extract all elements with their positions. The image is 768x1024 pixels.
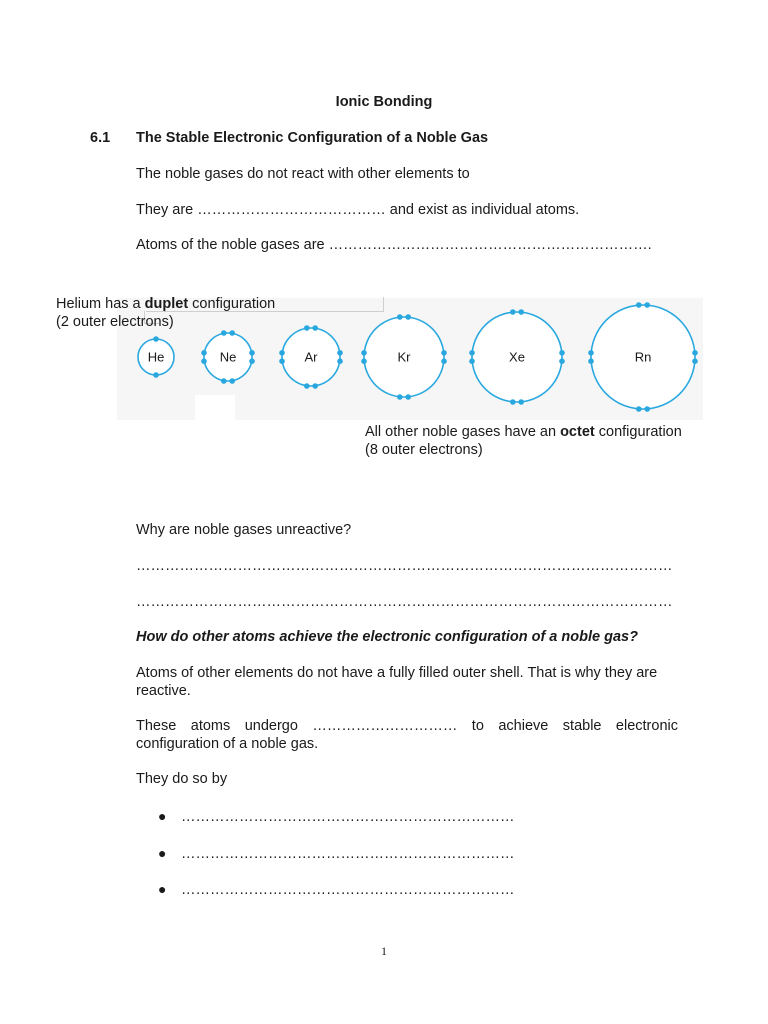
helium-note-line-1 (56, 295, 275, 313)
electron-dot (304, 383, 310, 389)
page-title: Ionic Bonding (335, 94, 433, 110)
electron-dot (518, 309, 524, 315)
bullet-icon: ● (158, 808, 167, 824)
electron-dot (588, 358, 594, 364)
intro-line-2-start: They are (136, 202, 198, 218)
atom-symbol: Ne (219, 349, 237, 365)
electron-dot (644, 302, 650, 308)
electron-dot (510, 309, 516, 315)
atom-xe (469, 309, 565, 405)
electron-dot (469, 358, 475, 364)
electron-dot (312, 325, 318, 331)
electron-dot (249, 350, 255, 356)
electron-dot (249, 358, 255, 364)
atom-symbol: Rn (634, 349, 652, 365)
atom-he (138, 336, 174, 378)
electron-dot (397, 394, 403, 400)
octet-note-line-1 (365, 423, 682, 441)
electron-dot (469, 350, 475, 356)
octet-note-post: configuration (594, 424, 682, 440)
intro-line-3-start: Atoms of the noble gases are (136, 237, 329, 253)
helium-note-pre: Helium has a (56, 296, 145, 312)
electron-dot (279, 358, 285, 364)
electron-dot (441, 350, 447, 356)
electron-dot (337, 350, 343, 356)
bullet-icon: ● (158, 845, 167, 861)
electron-dot (636, 302, 642, 308)
octet-note-line-2: (8 outer electrons) (365, 442, 483, 458)
helium-note-line-2: (2 outer electrons) (56, 314, 174, 330)
atom-symbol: Xe (509, 349, 525, 365)
fill-blank-dots: …………………………………………………………. (328, 237, 652, 253)
answer-line-1: ………………………………………………………………………………………………… (136, 558, 673, 574)
they-do-so-by: They do so by (136, 771, 228, 787)
helium-note-post: configuration (188, 296, 276, 312)
intro-line-2-end: and exist as individual atoms. (385, 202, 580, 218)
atom-rn (588, 302, 698, 412)
octet-note-bold: octet (560, 424, 595, 440)
electron-dot (636, 406, 642, 412)
electron-dot (588, 350, 594, 356)
electron-dot (518, 399, 524, 405)
octet-note (365, 423, 682, 459)
atom-symbol: Ar (304, 349, 318, 365)
question-2: How do other atoms achieve the electronic configuration of a noble gas? (136, 629, 638, 645)
bullet-item-2: …………………………………………………………… (181, 846, 515, 862)
question-1: Why are noble gases unreactive? (136, 522, 352, 538)
electron-dot (153, 336, 159, 342)
atom-symbol: He (147, 349, 165, 365)
electron-dot (312, 383, 318, 389)
intro-line-1: The noble gases do not react with other elements to (136, 166, 470, 182)
electron-dot (361, 350, 367, 356)
bullet-item-1: …………………………………………………………… (181, 809, 515, 825)
paragraph-2 (136, 717, 678, 753)
electron-dot (559, 350, 565, 356)
electron-dot (153, 372, 159, 378)
electron-dot (559, 358, 565, 364)
electron-dot (361, 358, 367, 364)
helium-note (56, 295, 275, 331)
paragraph-2-end: to achieve stable electronic configuration of a noble gas. (136, 718, 678, 752)
electron-dot (405, 314, 411, 320)
section-number: 6.1 (90, 130, 111, 146)
electron-dot (221, 330, 227, 336)
answer-line-2: ………………………………………………………………………………………………… (136, 594, 673, 610)
electron-dot (229, 378, 235, 384)
atom-ar (279, 325, 343, 389)
octet-note-pre: All other noble gases have an (365, 424, 561, 440)
electron-dot (692, 358, 698, 364)
bullet-item-3: …………………………………………………………… (181, 882, 515, 898)
section-title: The Stable Electronic Configuration of a Noble Gas (136, 130, 489, 146)
electron-dot (441, 358, 447, 364)
electron-dot (510, 399, 516, 405)
paragraph-1: Atoms of other elements do not have a fully filled outer shell. That is why they are reactive. (136, 665, 658, 699)
electron-dot (405, 394, 411, 400)
electron-dot (279, 350, 285, 356)
electron-dot (337, 358, 343, 364)
electron-dot (304, 325, 310, 331)
electron-dot (229, 330, 235, 336)
electron-dot (644, 406, 650, 412)
atom-symbol: Kr (397, 349, 411, 365)
paragraph-2-start: These atoms undergo ………………………… (136, 718, 458, 734)
electron-dot (397, 314, 403, 320)
electron-dot (221, 378, 227, 384)
atom-ne (201, 330, 255, 384)
electron-dot (201, 358, 207, 364)
bullet-icon: ● (158, 881, 167, 897)
helium-note-bold: duplet (144, 296, 189, 312)
fill-blank-dots: ………………………………… (197, 202, 386, 218)
atom-kr (361, 314, 447, 400)
electron-dot (201, 350, 207, 356)
electron-dot (692, 350, 698, 356)
page-number: 1 (381, 944, 387, 958)
